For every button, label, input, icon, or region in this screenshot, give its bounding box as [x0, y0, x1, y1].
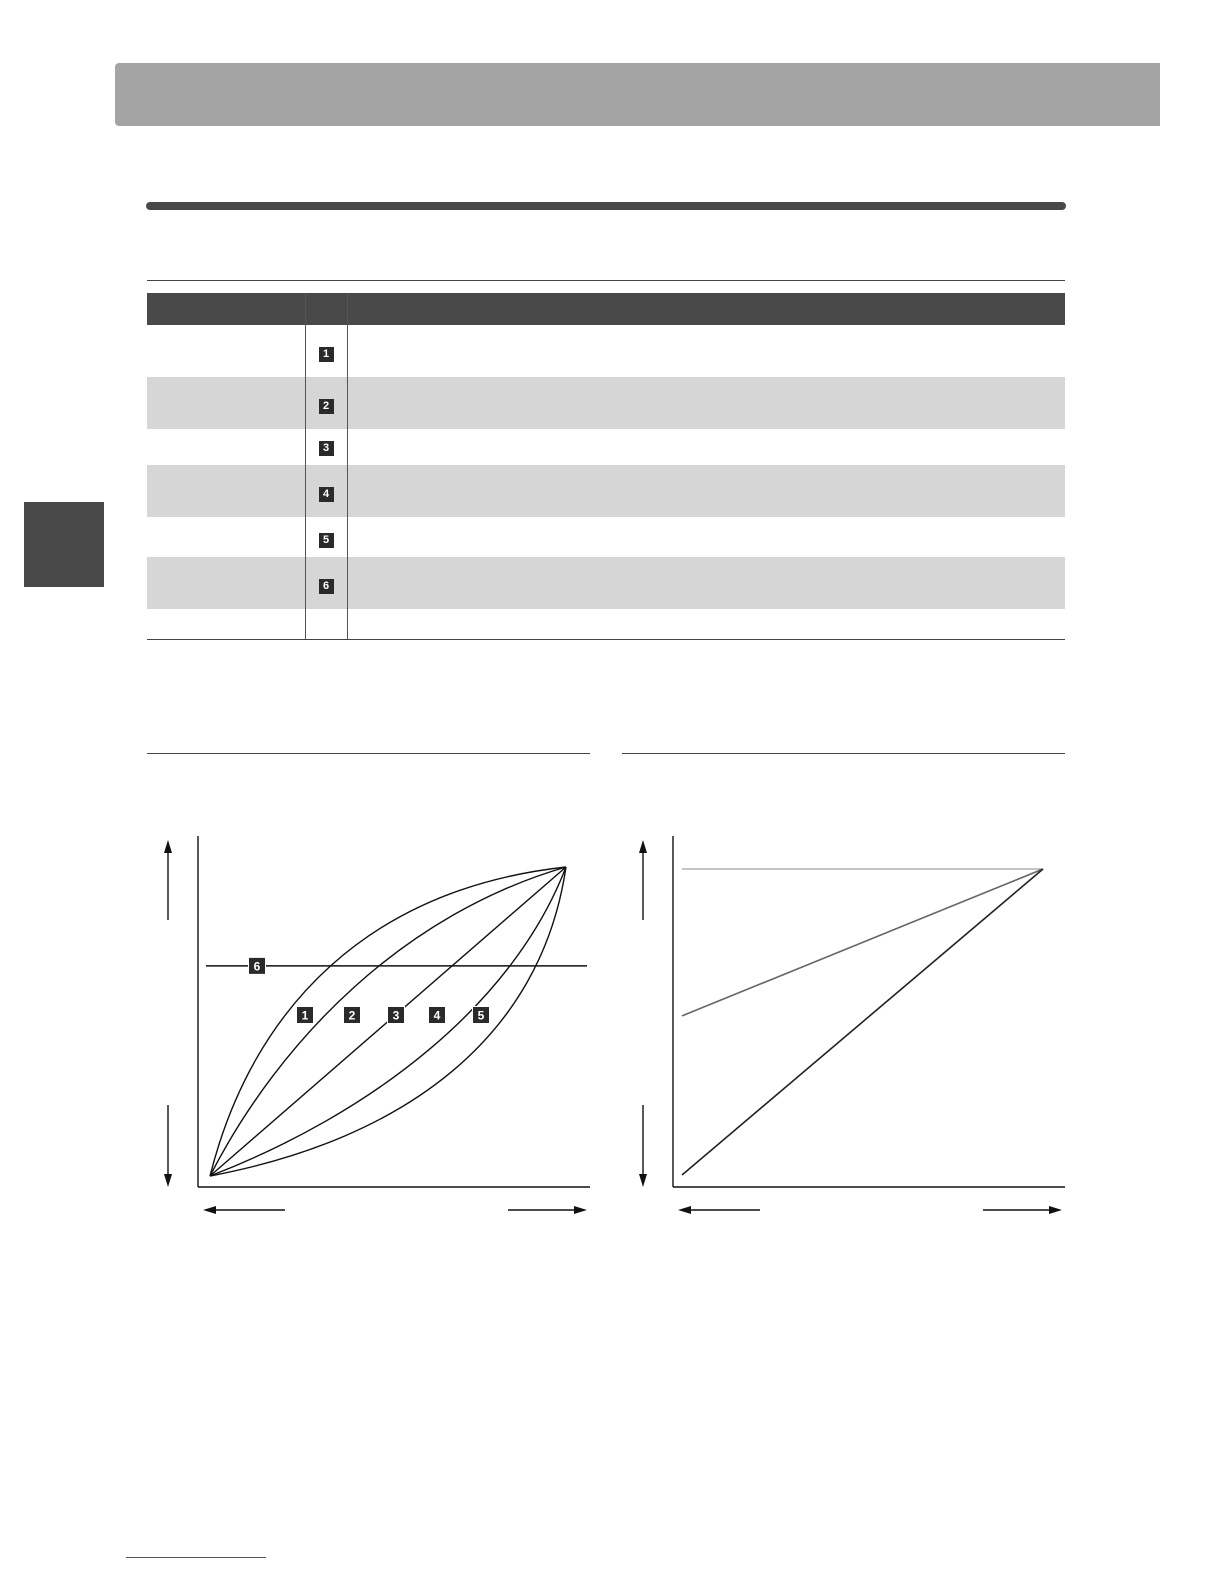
number-badge: 1 [319, 347, 334, 362]
setting-name-cell [147, 377, 305, 429]
settings-table [147, 293, 1065, 640]
table-row [147, 465, 1065, 517]
setting-name-cell [147, 517, 305, 557]
right-arrow-icon [1049, 1206, 1062, 1214]
badge-label: 3 [392, 1008, 400, 1023]
touch-curve-graph [150, 830, 600, 1225]
curve-number-badge [472, 1006, 490, 1024]
badge-cell [305, 557, 347, 609]
chapter-header-band [115, 63, 1160, 126]
setting-name-cell [147, 609, 305, 639]
badge-cell [305, 429, 347, 465]
offset-linear-line [682, 869, 1043, 1016]
setting-name-cell [147, 557, 305, 609]
badge-label: 5 [477, 1008, 485, 1023]
badge-label: 2 [348, 1008, 356, 1023]
table-row [147, 429, 1065, 465]
header-number [305, 293, 347, 325]
chapter-side-tab [24, 502, 104, 587]
table-header-row [147, 293, 1065, 325]
header-description [347, 293, 1065, 325]
right-graph-title-rule [622, 753, 1065, 754]
table-body [147, 325, 1065, 639]
number-badge: 5 [319, 533, 334, 548]
table-row [147, 325, 1065, 377]
table-row [147, 377, 1065, 429]
number-badge: 3 [319, 441, 334, 456]
number-badge: 6 [319, 579, 334, 594]
badge-label: 4 [433, 1008, 441, 1023]
up-arrow-icon [164, 840, 172, 853]
number-badge: 2 [319, 399, 334, 414]
linear-comparison-graph [625, 830, 1075, 1225]
table-row [147, 517, 1065, 557]
description-cell [347, 517, 1065, 557]
number-badge: 4 [319, 487, 334, 502]
badge-cell [305, 517, 347, 557]
section-title-rule [146, 202, 1066, 210]
description-cell [347, 325, 1065, 377]
badge-label: 1 [301, 1008, 309, 1023]
badge-cell [305, 465, 347, 517]
curve-number-badge [248, 957, 266, 975]
left-arrow-icon [203, 1206, 216, 1214]
header-setting [147, 293, 305, 325]
curve-number-badge [428, 1006, 446, 1024]
left-arrow-icon [678, 1206, 691, 1214]
description-cell [347, 609, 1065, 639]
curve-number-badge [343, 1006, 361, 1024]
table-row [147, 609, 1065, 639]
setting-name-cell [147, 465, 305, 517]
badge-cell [305, 609, 347, 639]
description-cell [347, 429, 1065, 465]
curve-number-badge [387, 1006, 405, 1024]
table-row [147, 557, 1065, 609]
right-arrow-icon [574, 1206, 587, 1214]
setting-name-cell [147, 325, 305, 377]
curve-number-badge [296, 1006, 314, 1024]
down-arrow-icon [164, 1174, 172, 1187]
badge-label: 6 [253, 959, 261, 974]
description-cell [347, 465, 1065, 517]
description-cell [347, 557, 1065, 609]
badge-cell [305, 325, 347, 377]
badge-cell [305, 377, 347, 429]
full-linear-line [682, 869, 1043, 1175]
footer-link-underline [126, 1557, 266, 1558]
up-arrow-icon [639, 840, 647, 853]
setting-name-cell [147, 429, 305, 465]
left-graph-title-rule [147, 753, 590, 754]
down-arrow-icon [639, 1174, 647, 1187]
table-top-rule [147, 280, 1065, 281]
description-cell [347, 377, 1065, 429]
